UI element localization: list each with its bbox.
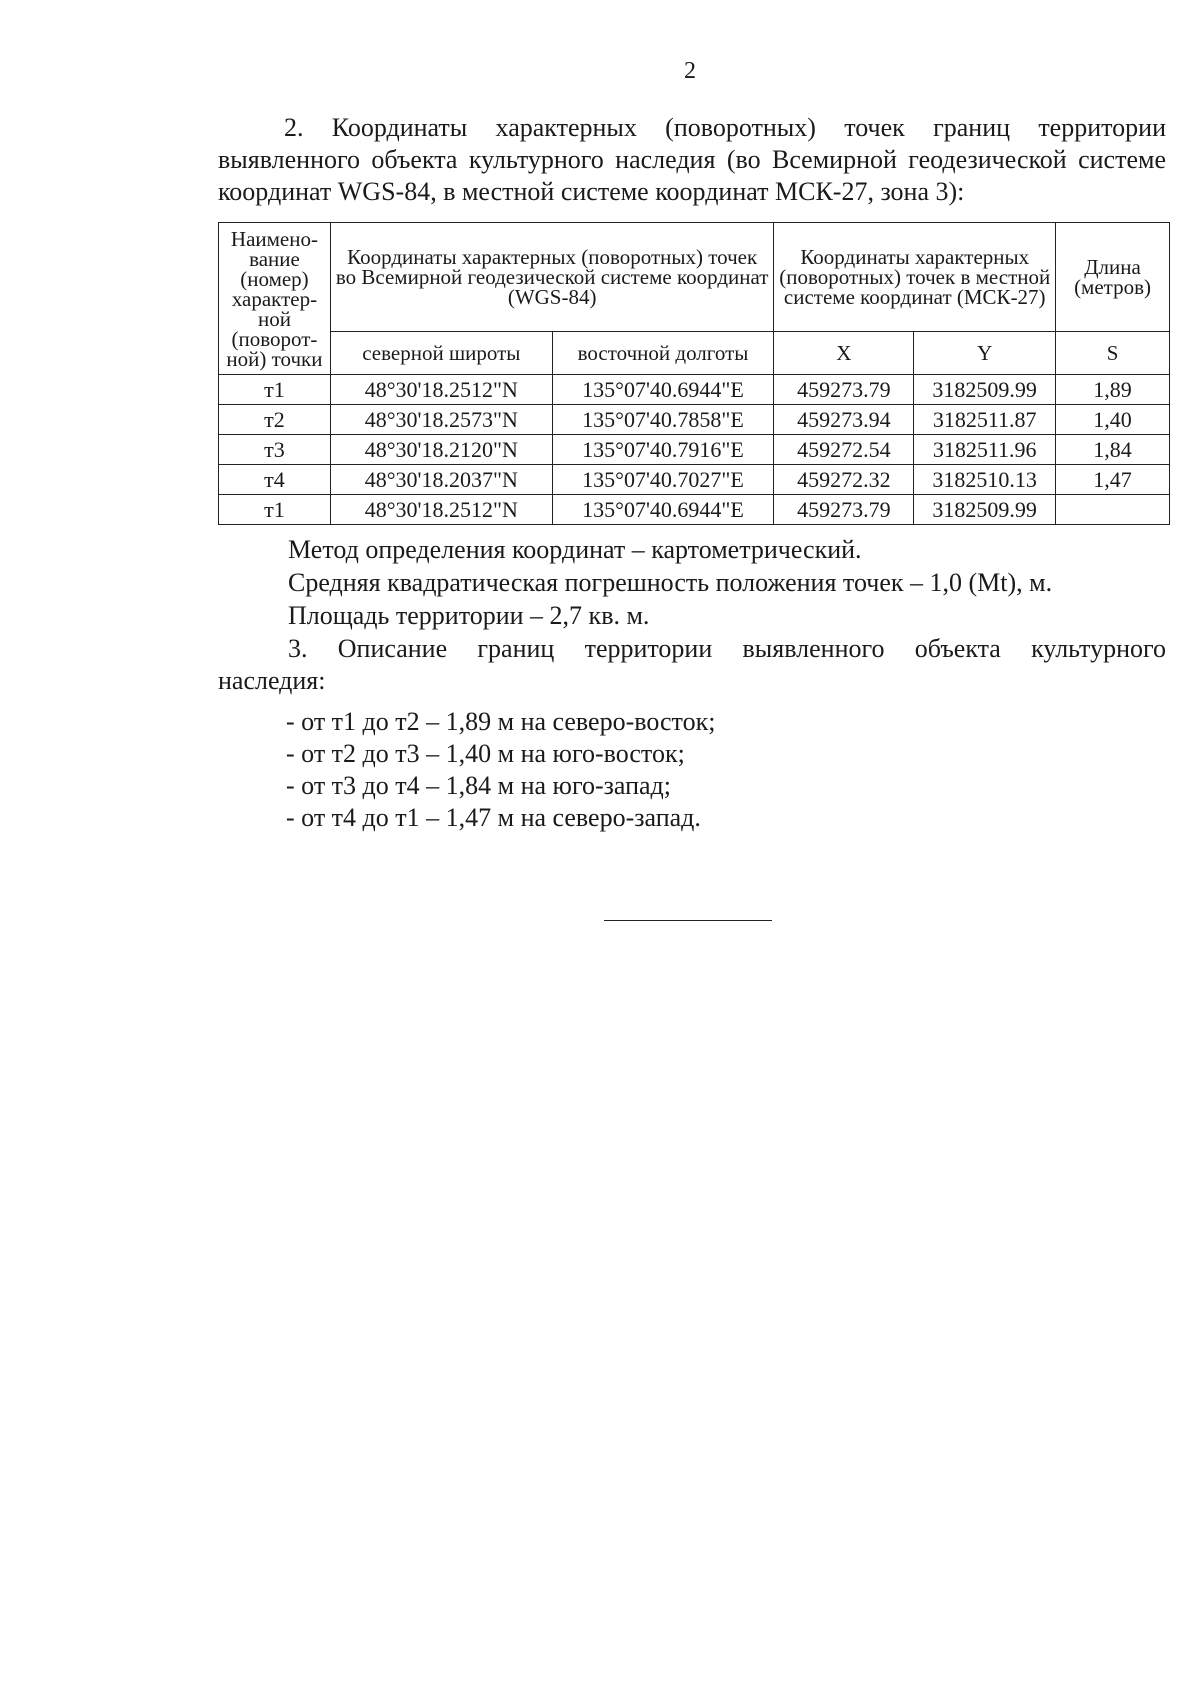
cell-length: 1,84 (1056, 435, 1170, 465)
cell-x: 459272.54 (774, 435, 914, 465)
header-wgs84-group: Координаты характерных (поворотных) точек во Всемирной геодезической системе координат (WGS-84) (330, 223, 773, 332)
page-number: 2 (684, 58, 696, 84)
header-latitude: северной широты (330, 332, 552, 375)
cell-point-name: т4 (219, 465, 331, 495)
header-msk27-group: Координаты характерных (поворотных) точек в местной системе координат (МСК-27) (774, 223, 1056, 332)
cell-length (1056, 495, 1170, 525)
cell-point-name: т1 (219, 495, 331, 525)
cell-point-name: т2 (219, 405, 331, 435)
cell-length: 1,40 (1056, 405, 1170, 435)
cell-x: 459273.79 (774, 375, 914, 405)
coordinates-table (218, 222, 1170, 525)
cell-longitude: 135°07'40.6944"E (552, 375, 774, 405)
cell-longitude: 135°07'40.6944"E (552, 495, 774, 525)
list-item: - от т4 до т1 – 1,47 м на северо-запад. (286, 803, 701, 832)
header-length: Длина (метров) (1056, 223, 1170, 332)
cell-x: 459273.94 (774, 405, 914, 435)
cell-x: 459272.32 (774, 465, 914, 495)
table-row (219, 495, 1170, 525)
method-text: Метод определения координат – картометрический. (288, 535, 862, 564)
cell-point-name: т3 (219, 435, 331, 465)
cell-x: 459273.79 (774, 495, 914, 525)
header-longitude: восточной долготы (552, 332, 774, 375)
list-item: - от т2 до т3 – 1,40 м на юго-восток; (286, 739, 685, 768)
table-row (219, 375, 1170, 405)
table-row (219, 465, 1170, 495)
accuracy-text: Средняя квадратическая погрешность положения точек – 1,0 (Mt), м. (288, 568, 1053, 597)
cell-latitude: 48°30'18.2037"N (330, 465, 552, 495)
cell-y: 3182509.99 (914, 495, 1056, 525)
header-point-name: Наимено-вание (номер) характер-ной (поворот-ной) точки (219, 223, 331, 375)
cell-latitude: 48°30'18.2512"N (330, 375, 552, 405)
cell-point-name: т1 (219, 375, 331, 405)
section-2-intro: 2. Координаты характерных (поворотных) точек границ территории выявленного объекта культурного наследия (во Всемирной геодезической системе координат WGS-84, в местной системе координат МСК-27, зона 3): (218, 113, 1166, 206)
area-text: Площадь территории – 2,7 кв. м. (288, 601, 650, 630)
table-row (219, 405, 1170, 435)
cell-length: 1,47 (1056, 465, 1170, 495)
cell-latitude: 48°30'18.2573"N (330, 405, 552, 435)
cell-longitude: 135°07'40.7858"E (552, 405, 774, 435)
cell-length: 1,89 (1056, 375, 1170, 405)
section-3-heading: 3. Описание границ территории выявленного объекта культурного наследия: (218, 634, 1166, 695)
cell-y: 3182511.87 (914, 405, 1056, 435)
cell-latitude: 48°30'18.2512"N (330, 495, 552, 525)
end-rule (604, 920, 772, 921)
header-s: S (1056, 332, 1170, 375)
cell-y: 3182511.96 (914, 435, 1056, 465)
cell-y: 3182510.13 (914, 465, 1056, 495)
cell-longitude: 135°07'40.7916"E (552, 435, 774, 465)
cell-latitude: 48°30'18.2120"N (330, 435, 552, 465)
cell-y: 3182509.99 (914, 375, 1056, 405)
list-item: - от т3 до т4 – 1,84 м на юго-запад; (286, 771, 672, 800)
header-y: Y (914, 332, 1056, 375)
list-item: - от т1 до т2 – 1,89 м на северо-восток; (286, 707, 716, 736)
cell-longitude: 135°07'40.7027"E (552, 465, 774, 495)
header-x: X (774, 332, 914, 375)
boundary-description-list (286, 706, 715, 834)
table-row (219, 435, 1170, 465)
